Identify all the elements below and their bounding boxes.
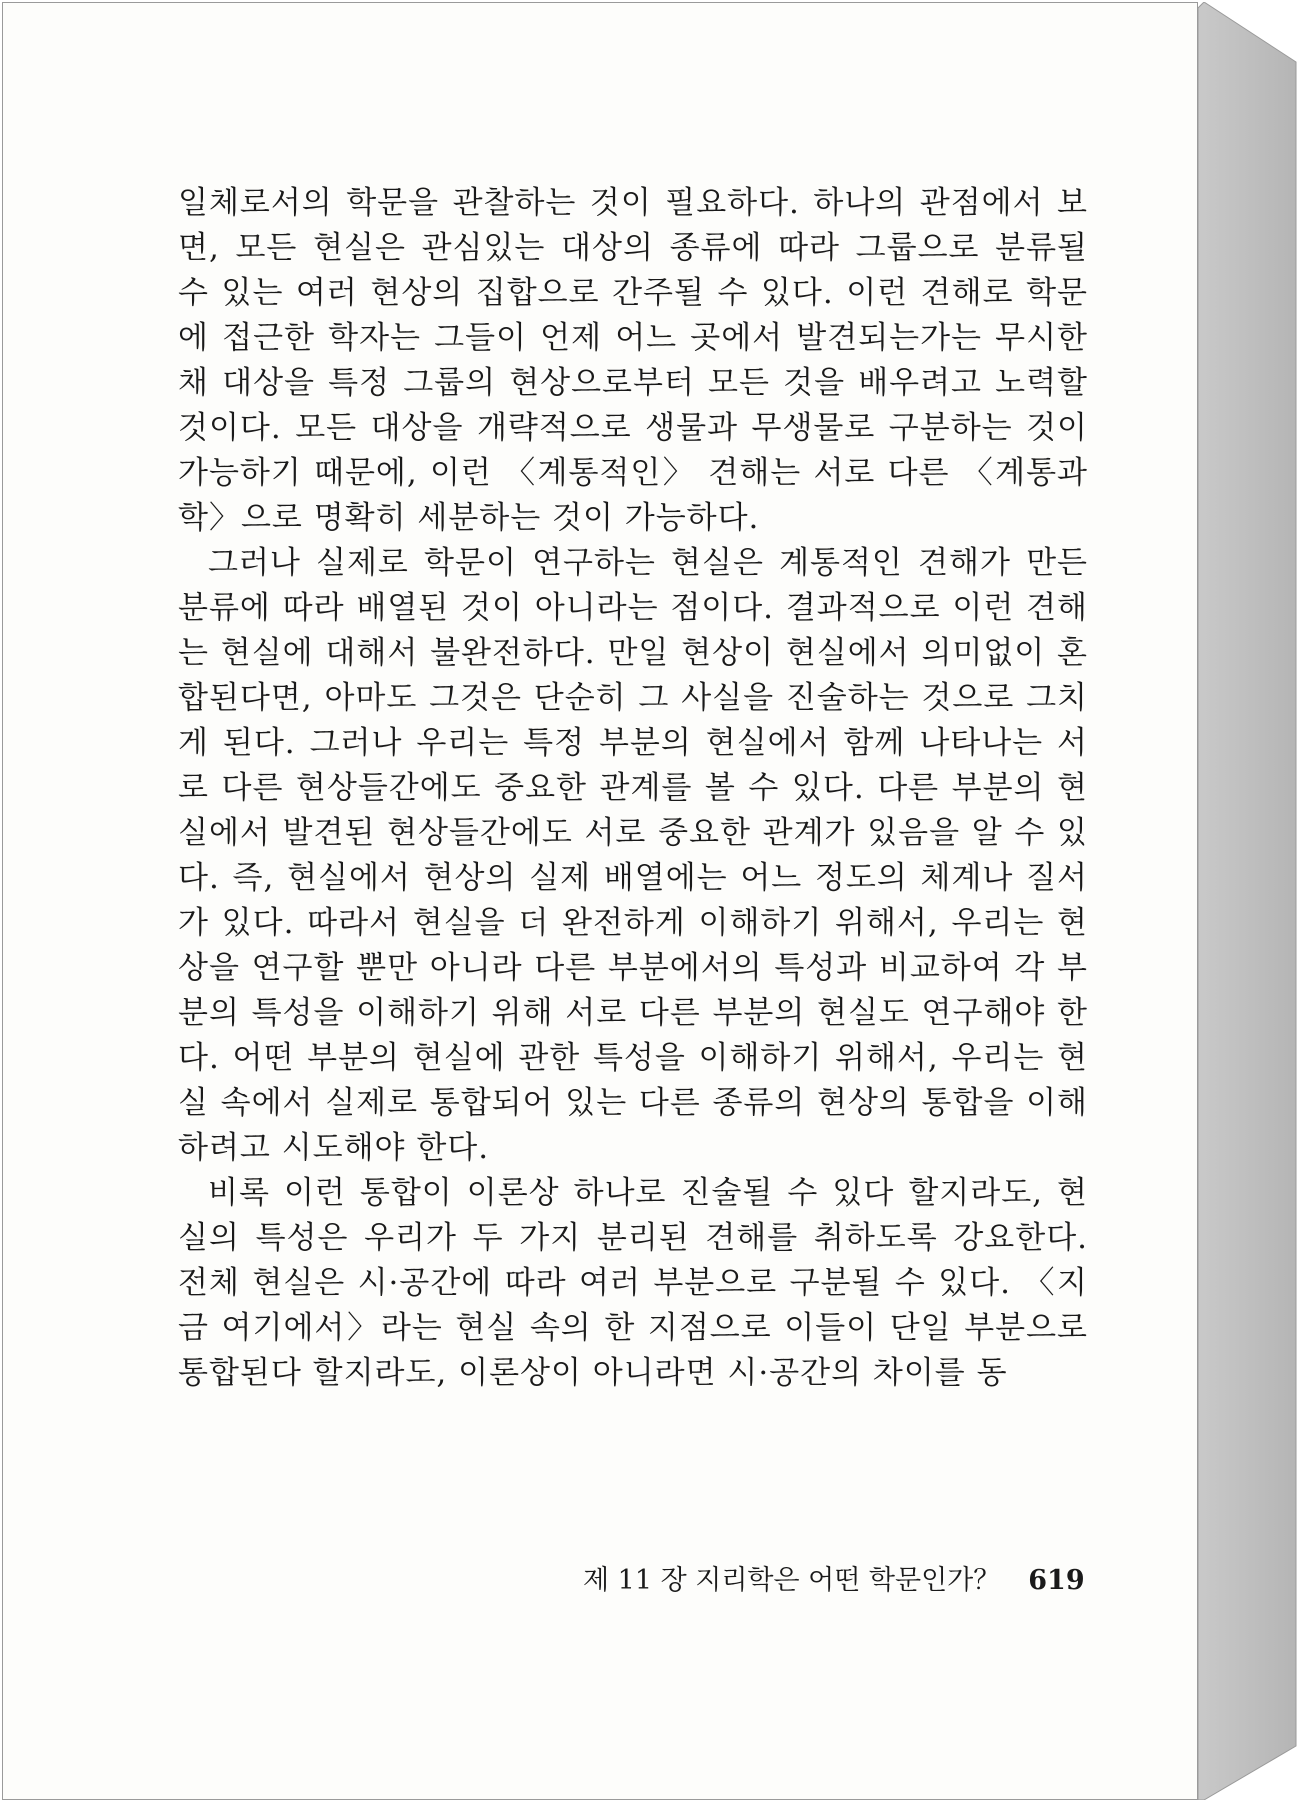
body-text: [178, 181, 1088, 1396]
book-spine-edge: [1198, 2, 1298, 1800]
chapter-title: 제 11 장 지리학은 어떤 학문인가？: [583, 1565, 1001, 1596]
paragraph-2: 그러나 실제로 학문이 연구하는 현실은 계통적인 견해가 만든 분류에 따라 배열된 것이 아니라는 점이다. 결과적으로 이런 견해는 현실에 대해서 불완전하다. 만일 현상이 현실에서 의미없이 혼합된다면, 아마도 그것은 단순히 그 사실을 진술하는 것으로 그치게 된다. 그러나 우리는 특정 부분의 현실에서 함께 나타나는 서로 다른 현상들간에도 중요한 관계를 볼 수 있다. 다른 부분의 현실에서 발견된 현상들간에도 서로 중요한 관계가 있음을 알 수 있다. 즉, 현실에서 현상의 실제 배열에는 어느 정도의 체계나 질서가 있다. 따라서 현실을 더 완전하게 이해하기 위해서, 우리는 현상을 연구할 뿐만 아니라 다른 부분에서의 특성과 비교하여 각 부분의 특성을 이해하기 위해 서로 다른 부분의 현실도 연구해야 한다. 어떤 부분의 현실에 관한 특성을 이해하기 위해서, 우리는 현실 속에서 실제로 통합되어 있는 다른 종류의 현상의 통합을 이해하려고 시도해야 한다.: [178, 545, 1088, 1166]
paragraph-3: 비록 이런 통합이 이론상 하나로 진술될 수 있다 할지라도, 현실의 특성은 우리가 두 가지 분리된 견해를 취하도록 강요한다. 전체 현실은 시·공간에 따라 여러 부분으로 구분될 수 있다. 〈지금 여기에서〉라는 현실 속의 한 지점으로 이들이 단일 부분으로 통합된다 할지라도, 이론상이 아니라면 시·공간의 차이를 동: [178, 1175, 1088, 1391]
book-edge-shape: [1198, 2, 1298, 1800]
running-footer: [583, 1558, 1085, 1597]
page-number: 619: [1028, 1565, 1085, 1596]
book-page: [2, 2, 1198, 1800]
paragraph-1: 일체로서의 학문을 관찰하는 것이 필요하다. 하나의 관점에서 보면, 모든 현실은 관심있는 대상의 종류에 따라 그룹으로 분류될 수 있는 여러 현상의 집합으로 간주될 수 있다. 이런 견해로 학문에 접근한 학자는 그들이 언제 어느 곳에서 발견되는가는 무시한 채 대상을 특정 그룹의 현상으로부터 모든 것을 배우려고 노력할 것이다. 모든 대상을 개략적으로 생물과 무생물로 구분하는 것이 가능하기 때문에, 이런 〈계통적인〉 견해는 서로 다른 〈계통과학〉으로 명확히 세분하는 것이 가능하다.: [178, 185, 1088, 536]
